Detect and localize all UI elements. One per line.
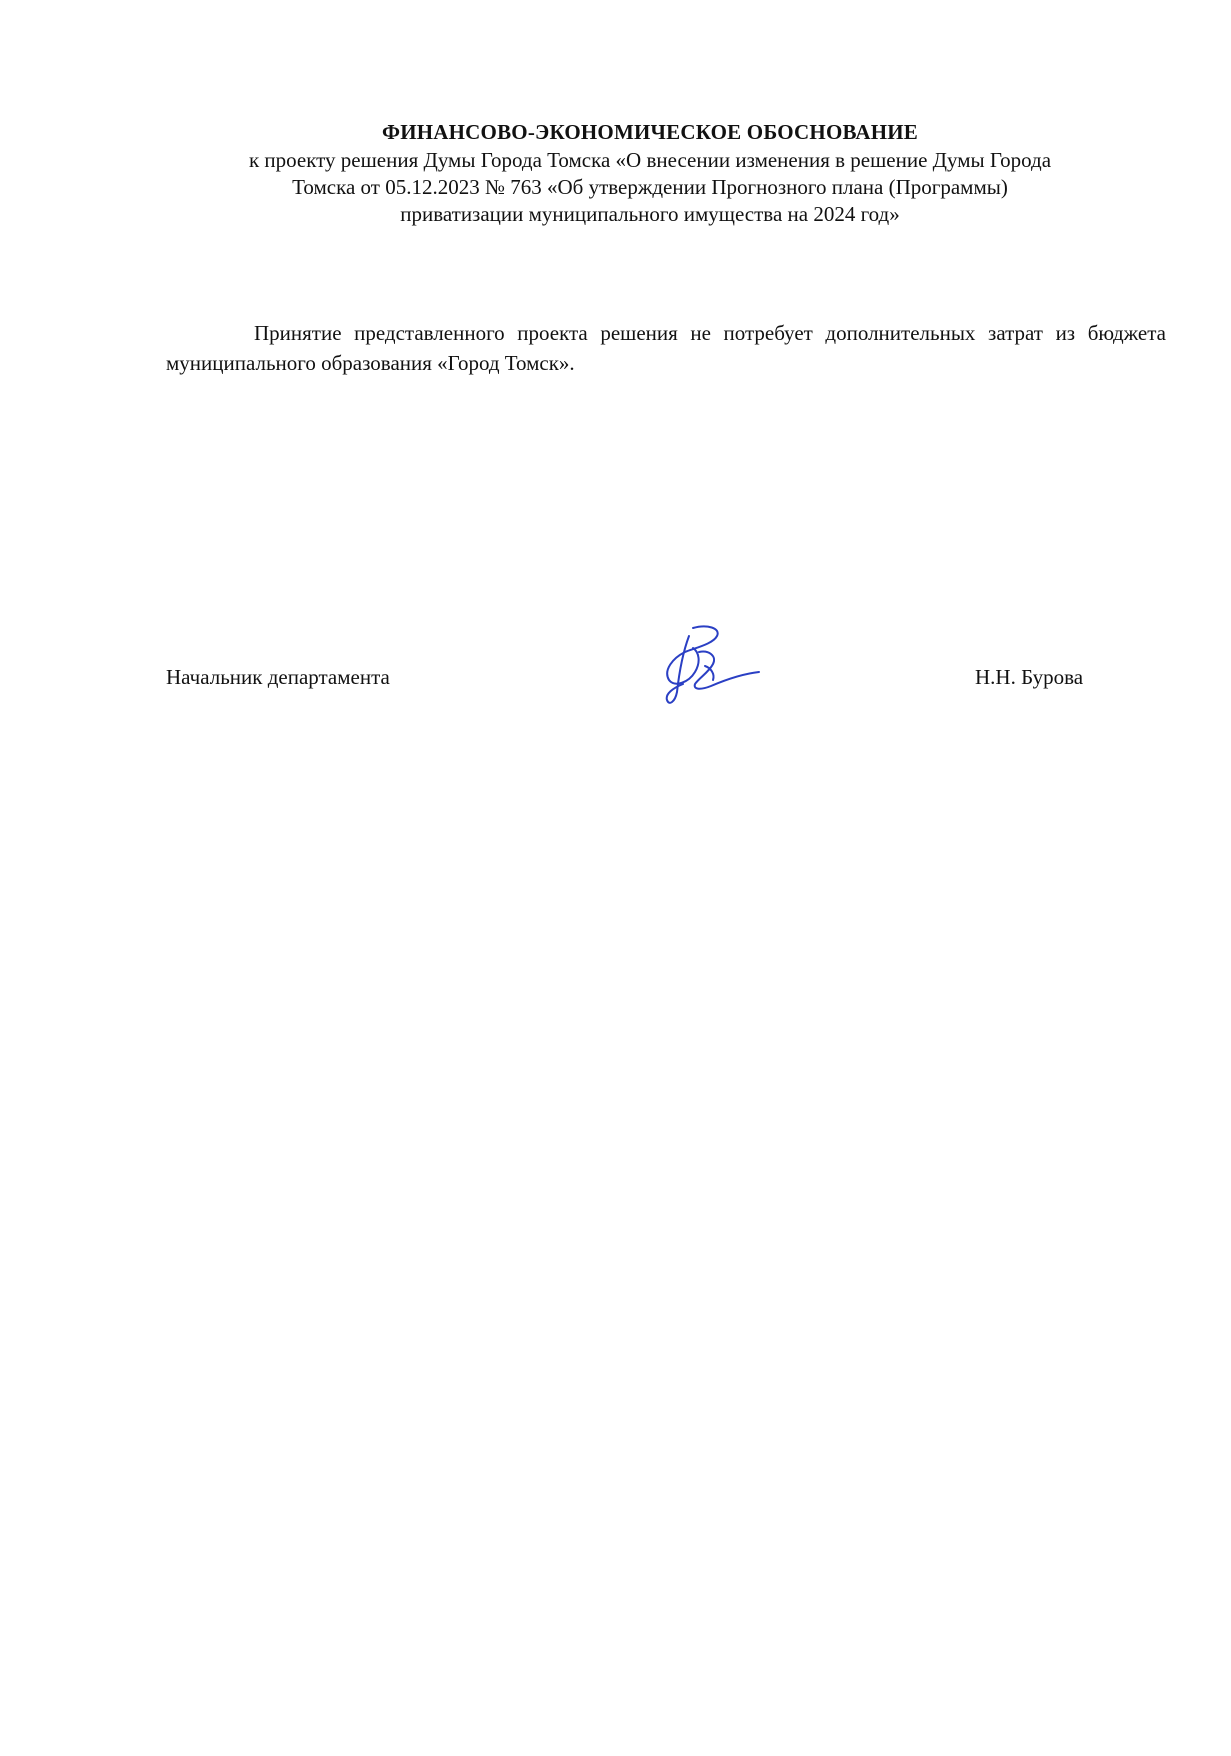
body-paragraph: Принятие представленного проекта решения не потребует дополнительных затрат из бюджета муниципального образования «Город Томск». <box>166 321 1166 375</box>
signature-block <box>0 662 1231 702</box>
subtitle-line-1: к проекту решения Думы Города Томска «О внесении изменения в решение Думы Города <box>248 148 1052 172</box>
signature-icon <box>655 622 765 712</box>
signer-name: Н.Н. Бурова <box>975 665 1084 689</box>
subtitle-line-2: Томска от 05.12.2023 № 763 «Об утверждении Прогнозного плана (Программы) <box>292 175 1008 199</box>
signer-position: Начальник департамента <box>166 665 390 689</box>
document-title: ФИНАНСОВО-ЭКОНОМИЧЕСКОЕ ОБОСНОВАНИЕ <box>381 120 919 144</box>
document-header <box>150 117 1150 228</box>
subtitle-line-3: приватизации муниципального имущества на 2024 год» <box>400 202 900 226</box>
